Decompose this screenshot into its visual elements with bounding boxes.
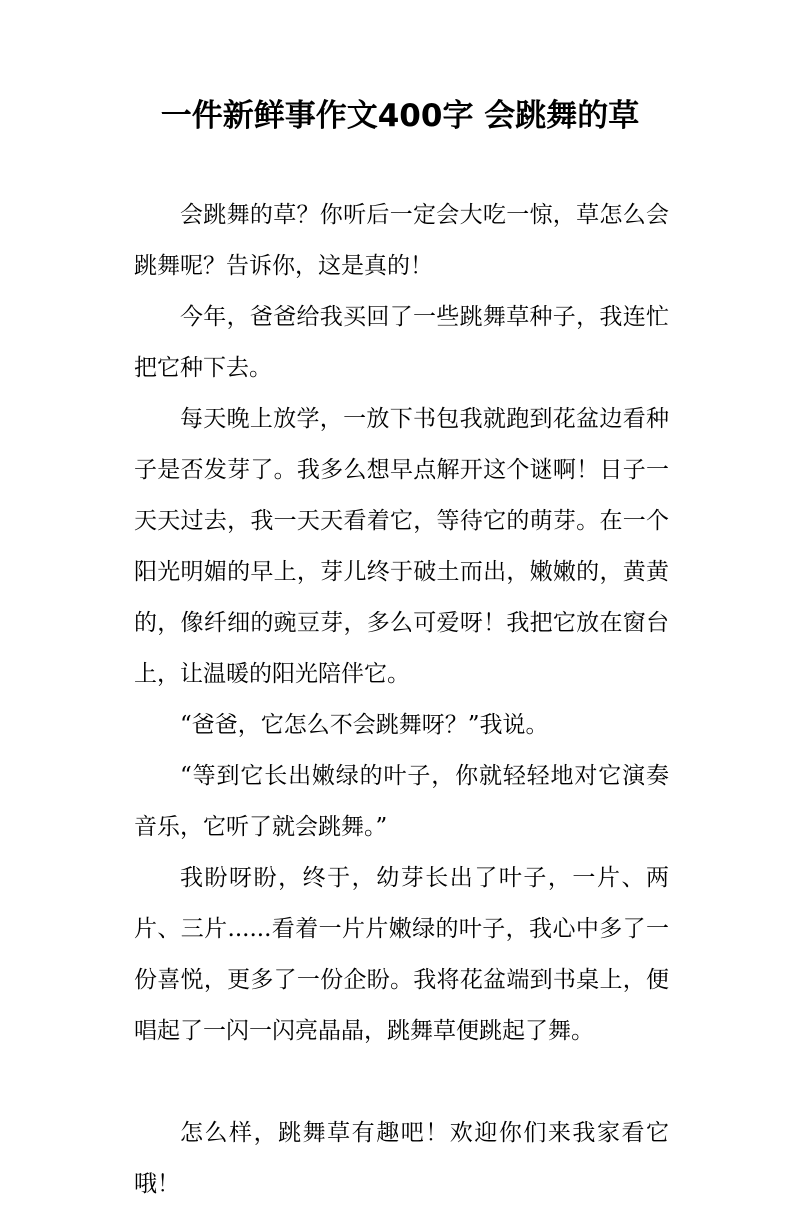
- document-title: 一件新鲜事作文400字 会跳舞的草: [160, 98, 640, 134]
- paragraph-gap: [134, 1057, 669, 1108]
- paragraph-4: “爸爸，它怎么不会跳舞呀？”我说。: [180, 712, 549, 738]
- paragraph-6: 我盼呀盼，终于，幼芽长出了叶子，一片、两片、三片......看着一片片嫩绿的叶子，我心中多了一份喜悦，更多了一份企盼。我将花盆端到书桌上，便唱起了一闪一闪亮晶晶，跳舞草便跳起了舞。: [134, 865, 669, 1044]
- paragraph-1: 会跳舞的草？你听后一定会大吃一惊，草怎么会跳舞呢？告诉你，这是真的！: [134, 202, 669, 279]
- paragraph-2: 今年，爸爸给我买回了一些跳舞草种子，我连忙把它种下去。: [134, 304, 669, 381]
- paragraph-5: “等到它长出嫩绿的叶子，你就轻轻地对它演奏音乐，它听了就会跳舞。”: [134, 763, 669, 840]
- paragraph-7: 怎么样，跳舞草有趣吧！欢迎你们来我家看它哦！: [134, 1120, 669, 1197]
- paragraph-3: 每天晚上放学，一放下书包我就跑到花盆边看种子是否发芽了。我多么想早点解开这个谜啊！日子一天天过去，我一天天看着它，等待它的萌芽。在一个阳光明媚的早上，芽儿终于破土而出，嫩嫩的，黄黄的，像纤细的豌豆芽，多么可爱呀！我把它放在窗台上，让温暖的阳光陪伴它。: [134, 406, 669, 687]
- document-body: [134, 190, 669, 1210]
